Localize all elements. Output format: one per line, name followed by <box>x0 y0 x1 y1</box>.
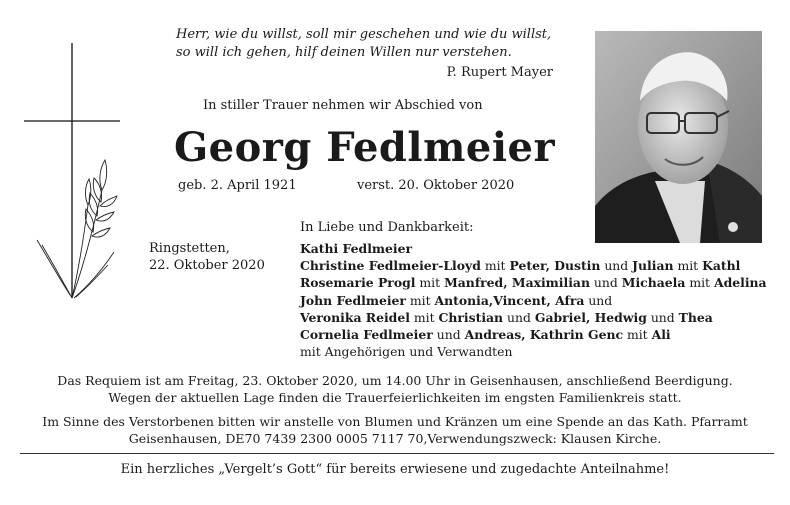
donation-info <box>20 414 770 447</box>
deceased-name: Georg Fedlmeier <box>174 124 556 171</box>
place-date <box>149 240 265 274</box>
divider <box>20 453 774 454</box>
mourner-line: Cornelia Fedlmeier und Andreas, Kathrin Genc mit Ali <box>300 327 671 343</box>
requiem-line-2: Wegen der aktuellen Lage finden die Trauerfeierlichkeiten im engsten Familienkreis statt. <box>108 389 682 405</box>
quote-line-1: Herr, wie du willst, soll mir geschehen und wie du willst, <box>176 27 552 42</box>
donation-line-2: Geisenhausen, DE70 7439 2300 0005 7117 70,Verwendungszweck: Klausen Kirche. <box>128 430 662 446</box>
cross-with-wheat-icon <box>22 40 122 300</box>
quote-line-2: so will ich gehen, hilf deinen Willen nur verstehen. <box>176 45 512 60</box>
place-town: Ringstetten, <box>149 241 230 256</box>
requiem-line-1: Das Requiem ist am Freitag, 23. Oktober 2020, um 14.00 Uhr in Geisenhausen, anschließend Beerdigung. <box>57 373 733 388</box>
portrait-photo <box>595 31 762 243</box>
thanks-heading: In Liebe und Dankbarkeit: <box>300 220 474 235</box>
mourner-line: mit Angehörigen und Verwandten <box>300 344 513 360</box>
mourner-line: Kathi Fedlmeier <box>300 241 413 256</box>
mourner-line: Christine Fedlmeier-Lloyd mit Peter, Dustin und Julian mit Kathl <box>300 258 741 274</box>
requiem-info <box>20 373 770 406</box>
donation-line-1: Im Sinne des Verstorbenen bitten wir anstelle von Blumen und Kränzen um eine Spende an das Kath. Pfarramt <box>42 414 748 429</box>
closing-thanks: Ein herzliches „Vergelt’s Gott“ für bereits erwiesene und zugedachte Anteilnahme! <box>120 462 670 477</box>
intro-text: In stiller Trauer nehmen wir Abschied von <box>203 98 483 113</box>
mourners-list <box>300 240 770 360</box>
birth-date: geb. 2. April 1921 <box>178 178 297 193</box>
quote <box>176 26 556 62</box>
mourner-line: Rosemarie Progl mit Manfred, Maximilian und Michaela mit Adelina <box>300 275 767 291</box>
place-date-value: 22. Oktober 2020 <box>149 258 265 273</box>
mourner-line: John Fedlmeier mit Antonia,Vincent, Afra und <box>300 292 613 308</box>
quote-author: P. Rupert Mayer <box>446 65 553 80</box>
mourner-line: Veronika Reidel mit Christian und Gabriel, Hedwig und Thea <box>300 309 713 325</box>
death-date: verst. 20. Oktober 2020 <box>357 178 515 193</box>
